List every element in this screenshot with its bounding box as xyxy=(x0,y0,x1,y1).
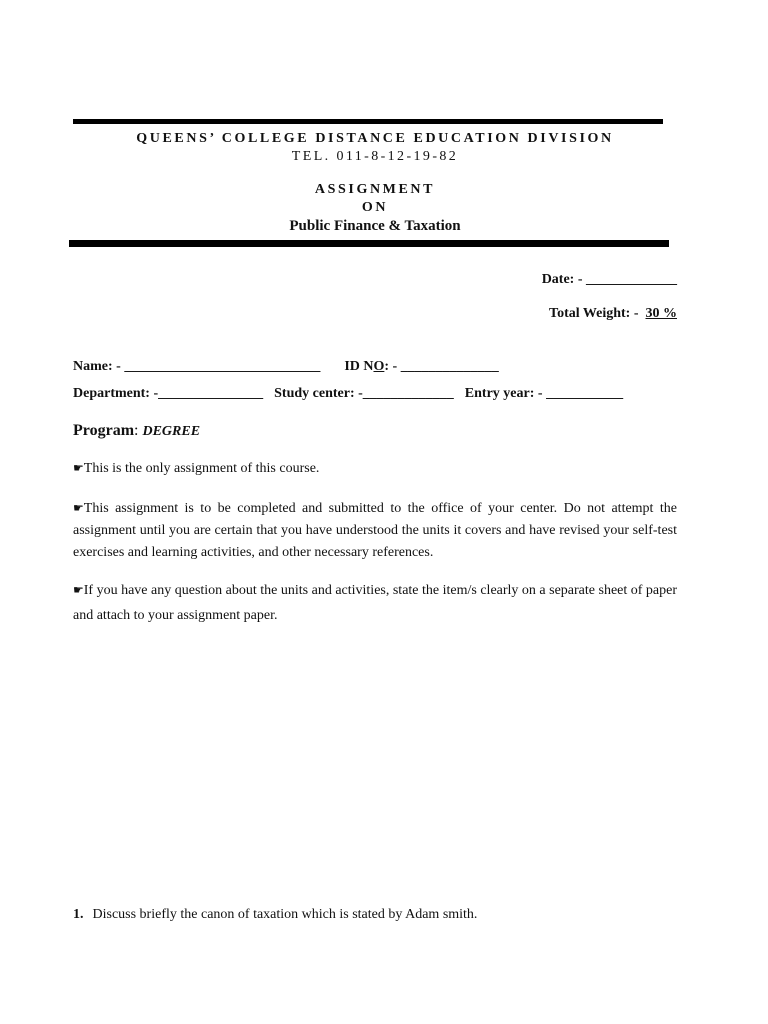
name-label: Name: - xyxy=(73,359,125,374)
instruction-item xyxy=(73,457,677,480)
instruction-item xyxy=(73,578,677,628)
total-weight xyxy=(549,306,677,322)
department-label: Department: - xyxy=(73,386,159,401)
name-blank: ____________________________ xyxy=(124,359,321,374)
name-id-row xyxy=(73,359,499,375)
header-top-rule xyxy=(73,119,663,124)
header-bottom-rule xyxy=(69,240,669,247)
question-item xyxy=(73,907,477,923)
pointing-hand-icon: ☛ xyxy=(73,461,84,475)
program-value: DEGREE xyxy=(142,424,201,439)
program-sep: : xyxy=(134,422,143,439)
instruction-text: This assignment is to be completed and submitted to the office of your center. Do not attempt the assignment until you are certain that you have understood the units it covers and have revised your self-test exercises and learning activities, and other necessary references. xyxy=(73,501,677,560)
department-blank: _______________ xyxy=(158,386,264,401)
department-row xyxy=(73,386,623,402)
instruction-item xyxy=(73,497,677,564)
id-blank: ______________ xyxy=(400,359,499,374)
weight-value: 30 % xyxy=(645,306,677,321)
on-heading: ON xyxy=(361,200,389,215)
program-line xyxy=(73,422,200,440)
entry-year-blank: ___________ xyxy=(546,386,624,401)
program-label: Program xyxy=(73,422,135,439)
entry-year-label: Entry year: - xyxy=(464,386,547,401)
telephone: TEL. 011-8-12-19-82 xyxy=(291,149,459,164)
study-center-label: Study center: - xyxy=(274,386,363,401)
pointing-hand-icon: ☛ xyxy=(73,583,84,597)
date-field xyxy=(542,272,677,288)
assignment-heading: ASSIGNMENT xyxy=(314,182,436,197)
instruction-text: This is the only assignment of this course. xyxy=(83,461,320,476)
weight-label: Total Weight: - xyxy=(549,306,646,321)
course-title: Public Finance & Taxation xyxy=(289,218,461,234)
study-center-blank: _____________ xyxy=(362,386,454,401)
id-label-a: ID N xyxy=(344,359,374,374)
question-text: Discuss briefly the canon of taxation which is stated by Adam smith. xyxy=(92,907,478,922)
pointing-hand-icon: ☛ xyxy=(73,501,84,515)
date-blank: _____________ xyxy=(586,272,677,287)
id-label-c: : - xyxy=(384,359,401,374)
question-number: 1. xyxy=(73,907,84,922)
date-label: Date: - xyxy=(541,272,586,287)
id-label-b: O xyxy=(373,359,385,374)
instruction-text: If you have any question about the units and activities, state the item/s clearly on a separate sheet of paper and attach to your assignment paper. xyxy=(73,583,678,623)
college-name: QUEENS’ COLLEGE DISTANCE EDUCATION DIVISION xyxy=(136,131,614,146)
